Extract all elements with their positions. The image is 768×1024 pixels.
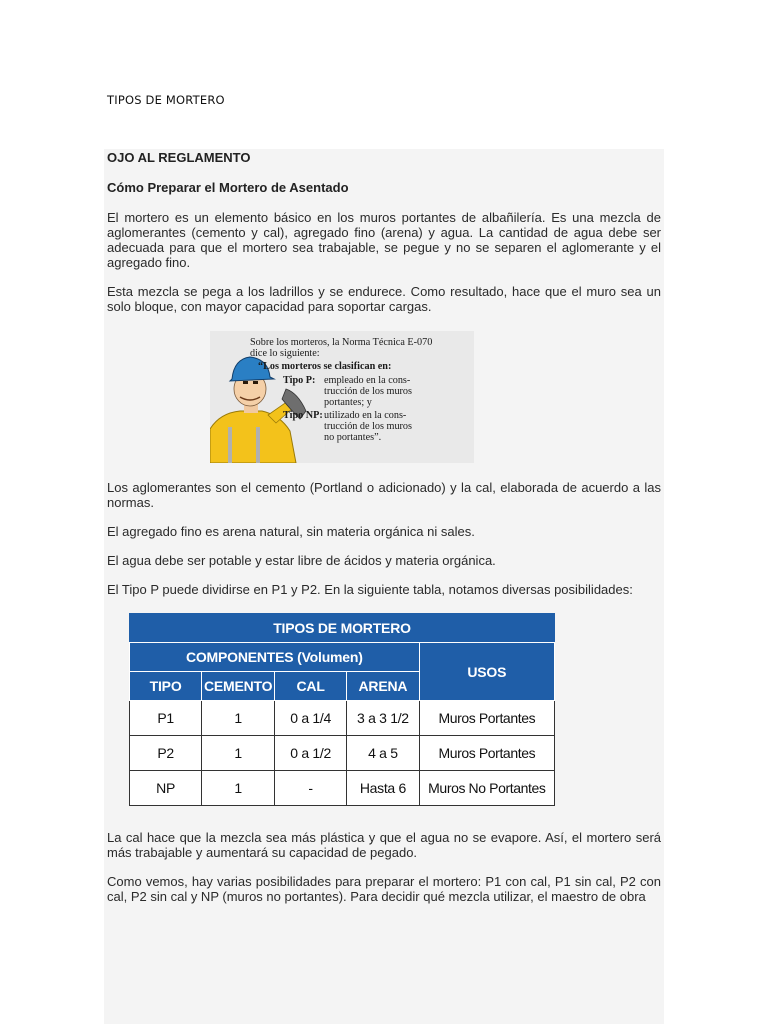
cell-usos: Muros Portantes — [419, 701, 554, 736]
cell-tipo: P1 — [130, 701, 202, 736]
paragraph-definition: El mortero es un elemento básico en los muros portantes de albañilería. Es una mezcla de aglomerantes (cemento y cal), agregado fino (arena) y agua. La cantidad de agua debe ser adecuada para que el mortero sea trabajable, se pegue y no se separen el aglomerante y el agregado fino. — [107, 210, 661, 270]
paragraph-cal: La cal hace que la mezcla sea más plástica y que el agua no se evapore. Así, el mortero será más trabajable y aumentará su capacidad de pegado. — [107, 830, 661, 860]
tipo-p-text: empleado en la cons-trucción de los muros portantes; y — [324, 375, 412, 408]
table-row — [130, 736, 555, 771]
table-componentes-header: COMPONENTES (Volumen) — [130, 643, 420, 672]
subsection-heading: Cómo Preparar el Mortero de Asentado — [107, 180, 349, 195]
cell-cal: 0 a 1/2 — [275, 736, 347, 771]
cell-cemento: 1 — [202, 736, 275, 771]
tipo-p-label: Tipo P: — [283, 375, 316, 386]
mortar-types-table — [129, 613, 555, 806]
col-header-cal: CAL — [275, 672, 347, 701]
col-header-arena: ARENA — [347, 672, 420, 701]
document-title: TIPOS DE MORTERO — [107, 93, 225, 107]
col-header-cemento: CEMENTO — [202, 672, 275, 701]
cell-arena: 3 a 3 1/2 — [347, 701, 420, 736]
paragraph-tipo-p: El Tipo P puede dividirse en P1 y P2. En la siguiente tabla, notamos diversas posibilidades: — [107, 582, 633, 597]
col-header-tipo: TIPO — [130, 672, 202, 701]
norma-line2: dice lo siguiente: — [250, 348, 320, 359]
paragraph-agua: El agua debe ser potable y estar libre de ácidos y materia orgánica. — [107, 553, 496, 568]
tipo-np-label: Tipo NP: — [283, 410, 323, 421]
cell-cal: 0 a 1/4 — [275, 701, 347, 736]
paragraph-posibilidades: Como vemos, hay varias posibilidades para preparar el mortero: P1 con cal, P1 sin cal, P2 con cal, P2 sin cal y NP (muros no portantes). Para decidir qué mezcla utilizar, el maestro de obra — [107, 874, 661, 904]
cell-cal: - — [275, 771, 347, 806]
cell-usos: Muros Portantes — [419, 736, 554, 771]
cell-tipo: NP — [130, 771, 202, 806]
mortar-types-table-wrapper — [129, 613, 555, 806]
table-title: TIPOS DE MORTERO — [130, 614, 555, 643]
article-body — [104, 149, 664, 1024]
cell-usos: Muros No Portantes — [419, 771, 554, 806]
table-row — [130, 701, 555, 736]
paragraph-bonding: Esta mezcla se pega a los ladrillos y se endurece. Como resultado, hace que el muro sea un solo bloque, con mayor capacidad para soportar cargas. — [107, 284, 661, 314]
norma-quote — [250, 337, 472, 443]
norma-quote-line: “Los morteros se clasifican en: — [258, 361, 392, 372]
cell-cemento: 1 — [202, 701, 275, 736]
cell-tipo: P2 — [130, 736, 202, 771]
paragraph-agregado: El agregado fino es arena natural, sin materia orgánica ni sales. — [107, 524, 475, 539]
section-heading: OJO AL REGLAMENTO — [107, 150, 251, 165]
cell-arena: 4 a 5 — [347, 736, 420, 771]
tipo-np-text: utilizado en la cons-trucción de los muros no portantes”. — [324, 410, 412, 443]
norma-illustration — [210, 331, 474, 463]
table-row — [130, 771, 555, 806]
table-usos-header: USOS — [419, 643, 554, 701]
cell-cemento: 1 — [202, 771, 275, 806]
norma-line1: Sobre los morteros, la Norma Técnica E-070 — [250, 337, 433, 348]
cell-arena: Hasta 6 — [347, 771, 420, 806]
paragraph-aglomerantes: Los aglomerantes son el cemento (Portland o adicionado) y la cal, elaborada de acuerdo a las normas. — [107, 480, 661, 510]
